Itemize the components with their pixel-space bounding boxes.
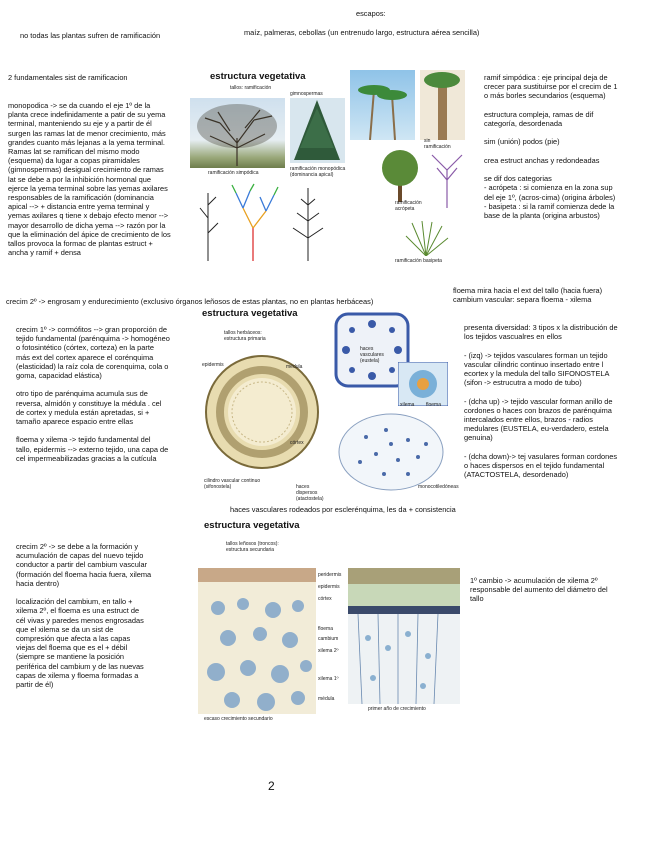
no-ramificacion-note: no todas las plantas sufren de ramificación	[20, 31, 161, 40]
ramif-basipeta-label: ramificación basipeta	[395, 258, 442, 264]
palm-trunk-photo	[420, 70, 465, 140]
crecim-primario-text: crecim 1º -> cormófitos --> gran proporción de tejido fundamental (parénquima -> homogéneo o fotosintético (córtex, corteza) en la parte más ext del cortex aparece el corénquima (elasticidad) la raíz cola de corenquima, cola o goma, capacidad elástica) otro tipo de parénquima acumula sus de reversa, almidón y constituye la médula . cel de cortex y medula están apretadas, si + tamaño aparece espacio entre ellas floema y xilema -> tejido fundamental del tallo, epidermis --> externo tejido, una capa de cel impermeabilizadas gracias a la cutícula	[16, 325, 170, 463]
figure-subtitle: tallos leñosos (troncos): estructura secundaria	[226, 541, 279, 553]
monopodica-text: monopodica -> se da cuando el eje 1º de la planta crece indefinidamente a patir de su yema terminal, manteniendo su eje y a partir de él surgen las ramas lat de menor crecimiento, más grandes cuanto más lejanas a la yema terminal. Ramas lat se ramifican del mismo modo (esquema) da lugar a copas piramidales (gimnospermas) desigual crecimiento de ramas lat se debe a por la inhibición hormonal que ejerce la yema terminal sobre las yemas axilares responsables de la ramificación (dominancia apical --> + distancia entre yema terminal y yemas axilares q tiene x debajo efecto menor --> mayor desarrollo de dicha yema --> razón por la que la eliminación del ápice de crecimiento de los tallos provoca la formac de plantas estruct + ancha y ramif + densa	[8, 101, 171, 258]
acropeta-scheme	[422, 150, 472, 210]
crecim-secundario-note: crecim 2º -> engrosam y endurecimiento (exclusivo órganos leñosos de estas plantas, no en plantas herbáceas)	[6, 297, 374, 306]
branching-schemes	[198, 183, 338, 263]
vascular-bundle-inset	[398, 362, 448, 406]
epidermis-label: epidermis	[318, 584, 340, 590]
haces-vasculares-label: haces vasculares (eustela)	[360, 346, 384, 364]
shrub-photo	[402, 218, 450, 256]
floema-label: floema	[318, 626, 334, 632]
figure-title: estructura vegetativa	[204, 520, 300, 531]
floema-label: floema	[426, 402, 442, 408]
ramificacion-intro: 2 fundamentales sist de ramificacion	[8, 73, 128, 82]
ramif-simpodica-label: ramificación simpódica	[208, 170, 259, 176]
ramificacion-figure	[190, 68, 480, 268]
esclerenquima-note: haces vasculares rodeados por esclerénquima, les da + consistencia	[230, 505, 456, 514]
sin-ramificacion-examples: maíz, palmeras, cebollas (un entrenudo largo, estructura aérea sencilla)	[244, 28, 480, 37]
escaso-label: escaso crecimiento secundario	[204, 716, 273, 722]
floema-note: floema mira hacia el ext del tallo (hacia fuera) cambium vascular: separa floema - xilema	[453, 286, 603, 305]
medula-label: médula	[318, 696, 335, 702]
cortex-label: córtex	[318, 596, 332, 602]
figure-title: estructura vegetativa	[202, 308, 298, 319]
cambio-xilema-text: 1º cambio -> acumulación de xilema 2º responsable del aumento del diámetro del tallo	[470, 576, 608, 604]
conifer-photo	[290, 98, 345, 163]
primer-anio-label: primer año de crecimiento	[368, 706, 426, 712]
estructura-primaria-figure	[200, 306, 462, 504]
medula-label: médula	[286, 364, 303, 370]
epidermis-label: epidermis	[202, 362, 224, 368]
figure-subtitle: tallos: ramificación	[230, 85, 272, 91]
cortex-label: córtex	[290, 440, 304, 446]
figure-title: estructura vegetativa	[210, 71, 306, 82]
ramif-acropeta-label: ramificación acrópeta	[395, 200, 422, 212]
estela-tipos-text: presenta diversidad: 3 tipos x la distribución de los tejidos vascualres en ellos - (izq) -> tejidos vasculares forman un tejido vascular cilindric continuo insertado entre l ecortex y la medula del tallo SIFONOSTELA (sifon -> estrucutra a modo de tubo) - (dcha up) -> tejido vascular forman anillo de cordones o haces con brazos de parénquima intercalados entre ellos, brazos - radios medulares (EUSTELA, eu-verdadero, estela genuina) - (dcha down)-> tej vasulares forman cordones o haces dispersos en el tejido fundamental (ATACTOSTELA, desordenado)	[464, 323, 618, 480]
page-number: 2	[268, 779, 275, 793]
xilema-label: xilema	[400, 402, 415, 408]
haces-dispersos-label: haces dispersos (atactostela)	[296, 484, 324, 502]
monocot-label: monocotiledóneas	[418, 484, 459, 490]
escapos-heading: escapos:	[356, 9, 386, 18]
simpodica-text: ramif simpódica : eje principal deja de crecer para sustituirse por el crecim de 1 o más borles secundarios (esquema) estructura compleja, ramas de dif categoría, desordenada sim (unión) podos (pie) crea estruct anchas y redondeadas se dif dos categorias - acrópeta : si comienza en la zona sup del eje 1º, (acros-cima) (origina árboles) - basipeta : si la ramif comienza dede la base de la planta (origina arbustos)	[484, 73, 618, 221]
escaso-crecimiento-micrograph	[198, 568, 316, 714]
xilema1-label: xilema 1º	[318, 676, 339, 682]
ramif-monopodica-label: ramificación monopódica (dominancia apical)	[290, 166, 346, 178]
sin-ramificacion-label: sin ramificación	[424, 138, 451, 150]
angiosperm-tree-photo	[190, 98, 285, 168]
palms-photo	[350, 70, 415, 140]
cilindro-label: cilindro vascular continuo (sifonostela)	[204, 478, 261, 490]
crecim-secundario-text: crecim 2º -> se debe a la formación y acumulación de capas del nuevo tejido conductor a partir del cambium vascular (formación del floema hacia fuera, xilema hacia dentro) localización del cambium, en tallo + xilema 2º, el floema es una estruct de cél vivas y paredes menos engrosadas que el xilema se da un sist de compresión que afecta a las capas viejas del floema que es el + débil (siempre se mantiene la posición periférica del cambium y de las nuevas capas de xilema y floema formadas a partir de él)	[16, 542, 152, 690]
atactostela-section	[336, 412, 446, 492]
gimnospermas-label: gimnospermas	[290, 91, 323, 97]
peridermis-label: peridermis	[318, 572, 342, 578]
estructura-secundaria-figure	[196, 518, 464, 724]
figure-subtitle: tallos herbáceos: estructura primaria	[224, 330, 266, 342]
xilema2-label: xilema 2º	[318, 648, 339, 654]
cambium-label: cambium	[318, 636, 339, 642]
round-tree-photo	[380, 148, 420, 203]
primer-anio-micrograph	[348, 568, 460, 704]
